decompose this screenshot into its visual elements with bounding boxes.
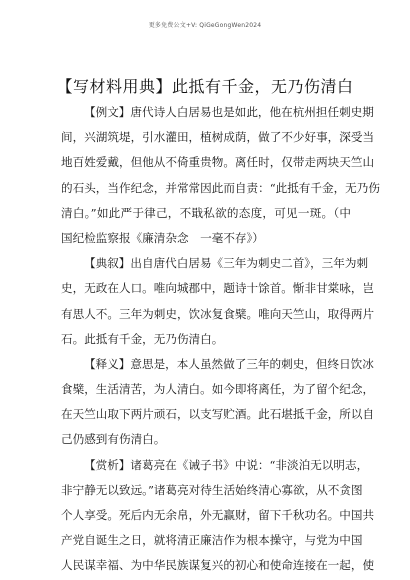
text-line: 地百姓爱戴，但他从不倚重贵物。离任时，仅带走两块天竺山 [61, 155, 375, 170]
text-line: 清白。”如此严于律己，不戢私欲的态度，可见一斑。（中 [61, 205, 351, 220]
text-line: 非宁静无以致远。”诸葛亮对待生活始终清心寡欲，从不贪图 [61, 482, 363, 497]
paragraph-meaning [61, 352, 375, 453]
text-line: 食檗，生活清苦，为人清白。如今即将离任，为了留个纪念， [61, 382, 375, 397]
text-line: 史，无政在人口。唯向城郡中，题诗十馀首。惭非甘棠咏，岂 [61, 281, 375, 296]
text-line: 国纪检监察报《廉清杂念 一毫不存》） [61, 230, 264, 245]
paragraph-source [61, 251, 375, 352]
paragraph-appreciation [61, 453, 375, 579]
article-title: 【写材料用典】此抵有千金，无乃伤清白 [56, 77, 354, 96]
text-line: 间，兴湖筑堤，引水灌田，植树成荫，做了不少好事，深受当 [61, 130, 375, 145]
text-line: 在天竺山取下两片顽石，以支写贮酒。此石堪抵千金，所以自 [61, 407, 375, 422]
text-line: 【典叙】出自唐代白居易《三年为刺史二首》，三年为刺 [84, 256, 369, 271]
article-body [61, 100, 380, 579]
text-line: 石。此抵有千金，无乃伤清白。 [61, 331, 224, 346]
paragraph-example [61, 100, 380, 251]
text-line: 【释义】意思是，本人虽然做了三年的刺史，但终日饮冰 [84, 356, 374, 371]
text-line: 人民谋幸福、为中华民族谋复兴的初心和使命连接在一起，使 [61, 558, 375, 573]
text-line: 【例文】唐代诗人白居易也是如此，他在杭州担任刺史期 [84, 105, 374, 119]
text-line: 产党自诞生之日，就将清正廉洁作为根本操守，与党为中国 [61, 533, 363, 548]
text-line: 的石头，当作纪念，并常常因此而自责：“此抵有千金，无乃伤 [61, 180, 380, 195]
text-line: 有思人不。三年为刺史，饮冰复食檗。唯向天竺山，取得两片 [61, 306, 375, 321]
text-line: 个人享受。死后内无余帛，外无赢财，留下千秋功名。中国共 [61, 508, 375, 522]
text-line: 己仍感到有伤清白。 [61, 432, 166, 447]
header-watermark-note: 更多免费公文+V: QiGeGongWen2024 [148, 22, 262, 29]
text-line: 【赏析】诸葛亮在《诫子书》中说：“非淡泊无以明志， [84, 457, 369, 472]
